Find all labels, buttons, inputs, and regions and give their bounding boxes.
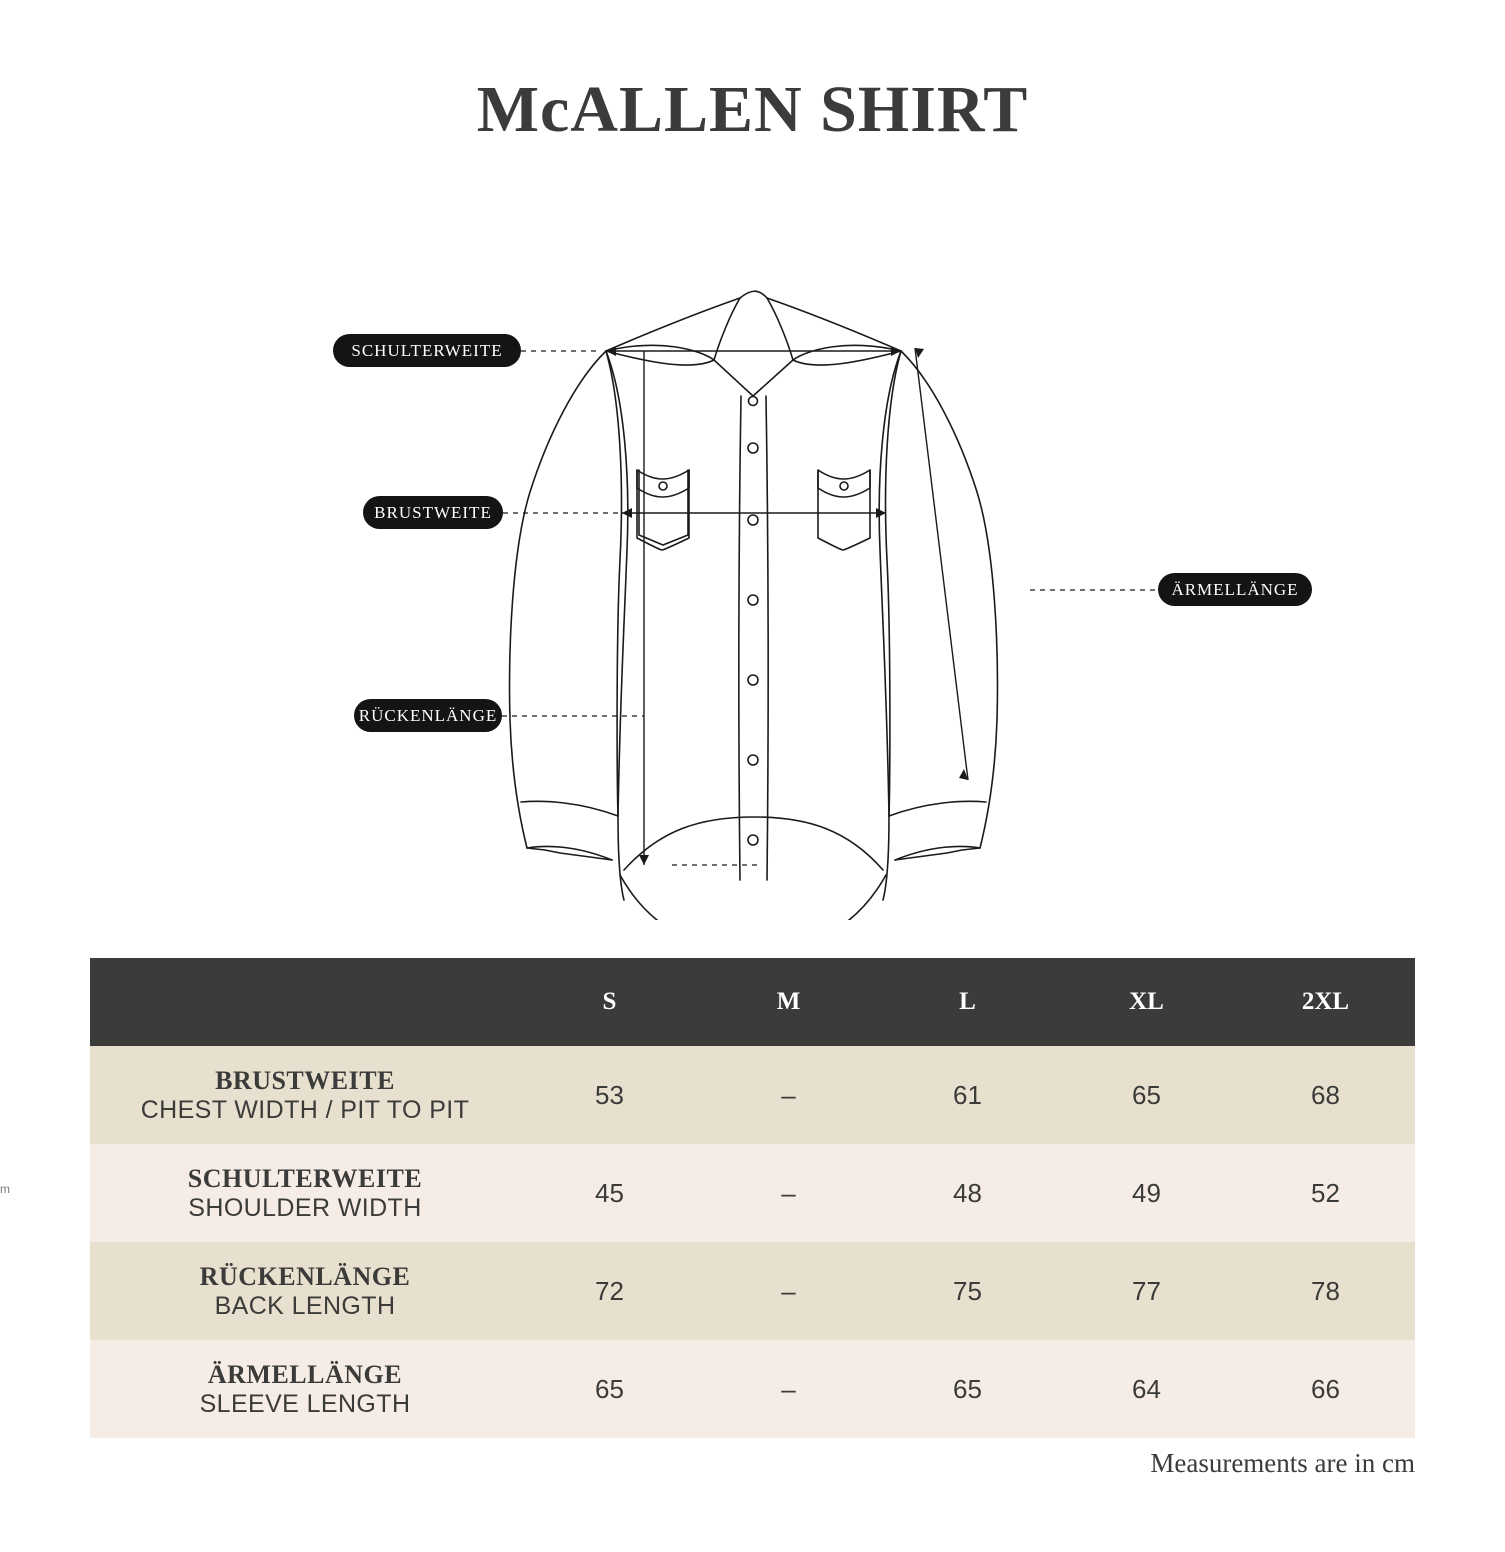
callout-back-label: RÜCKENLÄNGE bbox=[358, 706, 498, 725]
sleeve-measure-line bbox=[915, 348, 968, 780]
cell-chest-m: – bbox=[699, 1046, 878, 1144]
table-row bbox=[90, 1242, 1415, 1340]
placket-left bbox=[739, 396, 741, 880]
cell-sleeve-l: 65 bbox=[878, 1340, 1057, 1438]
page-title: McALLEN SHIRT bbox=[476, 73, 1029, 146]
table-header-row bbox=[90, 958, 1415, 1046]
left-pocket-flap bbox=[637, 470, 689, 497]
header-size-l: L bbox=[878, 958, 1057, 1046]
row-label-de: ÄRMELLÄNGE bbox=[207, 1359, 403, 1389]
cell-chest-2xl: 68 bbox=[1236, 1046, 1415, 1144]
cell-sleeve-s: 65 bbox=[520, 1340, 699, 1438]
row-label-back-length bbox=[90, 1242, 520, 1340]
placket-right bbox=[766, 396, 768, 880]
cell-shoulder-2xl: 52 bbox=[1236, 1144, 1415, 1242]
right-cuff-line bbox=[889, 801, 986, 816]
row-label-en: SHOULDER WIDTH bbox=[188, 1193, 422, 1222]
cell-shoulder-s: 45 bbox=[520, 1144, 699, 1242]
header-size-2xl: 2XL bbox=[1236, 958, 1415, 1046]
row-label-en: CHEST WIDTH / PIT TO PIT bbox=[140, 1095, 470, 1124]
shirt-diagram bbox=[0, 220, 1505, 920]
row-label-de: BRUSTWEITE bbox=[215, 1065, 395, 1095]
callout-shoulder-width bbox=[333, 334, 521, 367]
callout-chest-width bbox=[363, 496, 503, 529]
left-sleeve-outline bbox=[510, 351, 612, 860]
cell-chest-xl: 65 bbox=[1057, 1046, 1236, 1144]
cell-back-2xl: 78 bbox=[1236, 1242, 1415, 1340]
table-row bbox=[90, 1144, 1415, 1242]
row-label-sleeve-length bbox=[90, 1340, 520, 1438]
cell-chest-l: 61 bbox=[878, 1046, 1057, 1144]
cell-back-l: 75 bbox=[878, 1242, 1057, 1340]
back-arrow-bottom bbox=[639, 855, 649, 865]
cell-shoulder-l: 48 bbox=[878, 1144, 1057, 1242]
size-table-head bbox=[90, 958, 1415, 1046]
callout-shoulder-label: SCHULTERWEITE bbox=[351, 341, 503, 360]
cell-shoulder-xl: 49 bbox=[1057, 1144, 1236, 1242]
cell-shoulder-m: – bbox=[699, 1144, 878, 1242]
neck-top bbox=[740, 291, 767, 298]
header-label-col bbox=[90, 958, 520, 1046]
cell-back-xl: 77 bbox=[1057, 1242, 1236, 1340]
hem-curve bbox=[620, 875, 886, 920]
cell-back-s: 72 bbox=[520, 1242, 699, 1340]
size-table bbox=[90, 958, 1415, 1438]
callout-back-length bbox=[354, 699, 502, 732]
left-pocket-button bbox=[659, 482, 667, 490]
row-label-de: RÜCKENLÄNGE bbox=[199, 1261, 411, 1291]
callout-sleeve-length bbox=[1158, 573, 1312, 606]
row-label-chest-width bbox=[90, 1046, 520, 1144]
chest-arrow-right bbox=[876, 508, 886, 518]
cell-chest-s: 53 bbox=[520, 1046, 699, 1144]
edge-mark: m bbox=[0, 1182, 10, 1196]
header-size-m: M bbox=[699, 958, 878, 1046]
collar-left-fold bbox=[606, 351, 714, 365]
cell-sleeve-2xl: 66 bbox=[1236, 1340, 1415, 1438]
header-size-s: S bbox=[520, 958, 699, 1046]
cell-sleeve-m: – bbox=[699, 1340, 878, 1438]
right-pocket-flap bbox=[818, 470, 870, 497]
collar-right-fold bbox=[793, 351, 901, 365]
row-label-en: SLEEVE LENGTH bbox=[199, 1389, 411, 1418]
collar-right-edge bbox=[793, 345, 901, 360]
collar-inner bbox=[714, 298, 793, 396]
table-row bbox=[90, 1046, 1415, 1144]
row-label-de: SCHULTERWEITE bbox=[187, 1163, 423, 1193]
measurement-unit-note: Measurements are in cm bbox=[1150, 1448, 1415, 1478]
row-label-shoulder-width bbox=[90, 1144, 520, 1242]
callout-chest-label: BRUSTWEITE bbox=[374, 503, 492, 522]
right-pocket-button bbox=[840, 482, 848, 490]
collar-left-edge bbox=[606, 345, 714, 360]
chest-arrow-left bbox=[622, 508, 632, 518]
body-left-lower bbox=[618, 816, 624, 900]
row-label-en: BACK LENGTH bbox=[214, 1291, 396, 1320]
body-right-lower bbox=[883, 816, 889, 900]
size-table-body bbox=[90, 1046, 1415, 1438]
cell-sleeve-xl: 64 bbox=[1057, 1340, 1236, 1438]
table-row bbox=[90, 1340, 1415, 1438]
callout-sleeve-label: ÄRMELLÄNGE bbox=[1171, 580, 1299, 599]
header-size-xl: XL bbox=[1057, 958, 1236, 1046]
cell-back-m: – bbox=[699, 1242, 878, 1340]
left-cuff-line bbox=[521, 801, 618, 816]
